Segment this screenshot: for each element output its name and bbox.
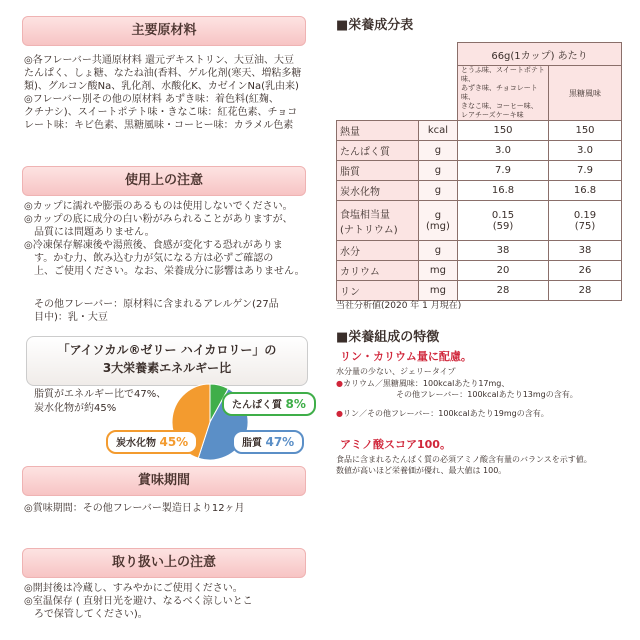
nutrient-name-text: リン — [340, 287, 360, 298]
feature2-line1: 食品に含まれるたんぱく質の必須アミノ酸含有量のバランスを示す値。 — [336, 455, 592, 464]
nutrient-unit — [418, 121, 457, 141]
flavor-col2-header: 黒糖風味 — [549, 66, 622, 121]
features-title: ■栄養組成の特徴 — [336, 330, 440, 345]
nutrient-value-kokuto — [549, 201, 622, 241]
nutrient-name — [337, 121, 419, 141]
nutrient-value-kokuto — [549, 281, 622, 301]
nutrient-value-kokuto-text: 28 — [578, 285, 592, 296]
nutrient-unit — [418, 201, 457, 241]
handling-notes — [24, 582, 308, 621]
nutrient-unit — [418, 161, 457, 181]
feature2-title: アミノ酸スコア100。 — [340, 438, 451, 451]
feature1-line1-text: カリウム／黒糖風味：100kcalあたり17mg、 — [342, 379, 510, 388]
materials-flavor-line: クチナシ)、スイートポテト味・きなこ味：紅花色素、チョコ — [24, 107, 298, 118]
nutrition-row — [337, 261, 622, 281]
nutrient-value-standard-text: 150 — [493, 125, 513, 136]
nutrient-value-standard-text: 0.15 — [491, 209, 515, 221]
usage-line: 品質には問題ありません。 — [24, 227, 155, 238]
feature1-line2: その他フレーバー：100kcalあたり13mgの含有。 — [396, 390, 578, 399]
nutrient-unit — [418, 181, 457, 201]
materials-flavor-line: レート味：キビ色素、黒糖風味・コーヒー味：カラメル色素 — [24, 120, 294, 131]
handling-line: ◎開封後は冷蔵し、すみやかにご使用ください。 — [24, 583, 243, 594]
shelf-heading: 賞味期間 — [22, 466, 306, 496]
nutrient-value-standard — [458, 281, 549, 301]
protein-label — [222, 392, 316, 416]
chart-desc-line1: 脂質がエネルギー比で47%、 — [34, 389, 167, 400]
nutrient-value-standard — [458, 181, 549, 201]
feature2-line2: 数値が高いほど栄養価が優れ、最大値は 100。 — [336, 466, 507, 475]
carb-label — [106, 430, 198, 454]
materials-common-line: ◎各フレーバー共通原材料 還元デキストリン、大豆油、大豆 — [24, 55, 295, 66]
usage-heading: 使用上の注意 — [22, 166, 306, 196]
nutrient-value-kokuto-text: 150 — [575, 125, 595, 136]
fat-label-name: 脂質 — [242, 438, 262, 449]
materials-common-line: たんぱく、しょ糖、なたね油(香料、ゲル化剤(寒天、増粘多糖 — [24, 68, 302, 79]
feature1-line3-text: リン／その他フレーバー：100kcalあたり19mgの含有。 — [342, 409, 549, 418]
nutrient-unit-text: g — [434, 165, 442, 176]
nutrient-value-standard-text: 16.8 — [491, 185, 515, 196]
nutrient-value-kokuto-text: 38 — [578, 245, 592, 256]
nutrient-value-standard-text: 38 — [496, 245, 510, 256]
flavor-col1-line: とうふ味、スイートポテト味、 — [461, 66, 545, 83]
flavor-col1-line: きなこ味、コーヒー味、 — [461, 102, 538, 110]
nutrient-value-standard-text: 7.9 — [495, 165, 511, 176]
nutrient-value-standard — [458, 201, 549, 241]
nutrient-unit-text: (mg) — [425, 220, 450, 232]
nutrition-row — [337, 201, 622, 241]
nutrient-unit — [418, 141, 457, 161]
nutrition-row — [337, 241, 622, 261]
nutrient-value-kokuto-text: 3.0 — [577, 145, 593, 156]
nutrient-value-standard — [458, 241, 549, 261]
nutrient-unit-text: mg — [429, 285, 446, 296]
nutrient-value-standard-text: 28 — [496, 285, 510, 296]
nutrient-name-text: 熱量 — [340, 127, 360, 138]
allergen-line: その他フレーバー：原材料に含まれるアレルゲン(27品 — [34, 299, 279, 310]
nutrient-unit-text: g — [434, 209, 442, 221]
materials-flavor-line: ◎フレーバー別その他の原材料 あずき味：着色料(紅麹、 — [24, 94, 279, 105]
handling-line: ろで保管してください)。 — [24, 609, 148, 620]
usage-line: 上、ご使用ください。なお、栄養成分に影響はありません。 — [24, 266, 305, 277]
allergen-note — [34, 298, 318, 324]
nutrient-value-standard-text: 3.0 — [495, 145, 511, 156]
allergen-line: 目中)：乳・大豆 — [34, 312, 108, 323]
usage-notes — [24, 200, 308, 278]
chart-title-line2: 3大栄養素エネルギー比 — [102, 361, 232, 375]
nutrient-name-text: カリウム — [340, 267, 380, 278]
nutrient-name — [337, 141, 419, 161]
nutrient-name — [337, 181, 419, 201]
nutrient-name-text: 食塩相当量 — [340, 209, 390, 221]
nutrient-name-text: 水分 — [340, 247, 360, 258]
nutrient-value-standard-text: (59) — [492, 220, 514, 232]
red-dot-icon: ● — [336, 379, 343, 388]
chart-title-line1: 「アイソカル®ゼリー ハイカロリー」の — [57, 343, 277, 357]
chart-description — [34, 388, 166, 416]
nutrition-row — [337, 121, 622, 141]
nutrient-unit-text: mg — [429, 265, 446, 276]
nutrient-unit-text: g — [434, 185, 442, 196]
nutrient-name-text: 脂質 — [340, 167, 360, 178]
nutrient-value-kokuto-text: 26 — [578, 265, 592, 276]
nutrient-name-text: 炭水化物 — [340, 187, 380, 198]
nutrient-name — [337, 261, 419, 281]
feature1-title: リン・カリウム量に配慮。 — [340, 350, 472, 363]
nutrition-title: ■栄養成分表 — [336, 18, 414, 33]
nutrition-row — [337, 161, 622, 181]
usage-line: ◎カップに濡れや膨張のあるものは使用しないでください。 — [24, 201, 293, 212]
nutrient-value-standard — [458, 261, 549, 281]
nutrient-name — [337, 241, 419, 261]
nutrient-name-text: (ナトリウム) — [340, 224, 398, 236]
nutrient-value-standard — [458, 161, 549, 181]
protein-label-value: 8% — [285, 397, 306, 411]
nutrient-name — [337, 161, 419, 181]
shelf-text: ◎賞味期間：その他フレーバー製造日より12ヶ月 — [24, 503, 245, 514]
nutrient-value-kokuto — [549, 161, 622, 181]
materials-common — [24, 54, 308, 132]
nutrient-value-standard-text: 20 — [496, 265, 510, 276]
nutrient-value-kokuto — [549, 181, 622, 201]
nutrient-unit-text: kcal — [427, 125, 449, 136]
red-dot-icon: ● — [336, 409, 343, 418]
nutrient-unit — [418, 241, 457, 261]
analysis-note: 当社分析値(2020 年 1 月現在) — [336, 301, 462, 311]
fat-label — [232, 430, 304, 454]
usage-line: す。かむ力、飲み込む力が気になる方は必ずご確認の — [24, 253, 274, 264]
flavor-col1-line: レアチーズケーキ味 — [461, 111, 524, 119]
usage-line: ◎冷凍保存解凍後や湯煎後、食感が変化する恐れがありま — [24, 240, 283, 251]
nutrient-value-standard — [458, 141, 549, 161]
feature1-line3 — [336, 408, 549, 419]
nutrition-row — [337, 181, 622, 201]
handling-line: ◎室温保存 ( 直射日光を避け、なるべく涼しいとこ — [24, 596, 253, 607]
flavor-col1-header — [458, 66, 549, 121]
nutrient-value-standard — [458, 121, 549, 141]
nutrient-unit — [418, 261, 457, 281]
feature1-line1 — [336, 378, 509, 389]
nutrient-name — [337, 201, 419, 241]
fat-label-value: 47% — [265, 435, 295, 449]
nutrient-value-kokuto — [549, 141, 622, 161]
nutrient-value-kokuto-text: 0.19 — [573, 209, 597, 221]
nutrition-row — [337, 141, 622, 161]
carb-label-value: 45% — [159, 435, 189, 449]
nutrient-value-kokuto — [549, 241, 622, 261]
nutrient-value-kokuto-text: 7.9 — [577, 165, 593, 176]
chart-title-box — [26, 336, 308, 386]
feature1-sub: 水分量の少ない、ジェリータイプ — [336, 367, 456, 376]
nutrient-value-kokuto-text: 16.8 — [573, 185, 597, 196]
serving-header: 66g(1カップ) あたり — [458, 43, 622, 66]
handling-heading: 取り扱い上の注意 — [22, 548, 306, 578]
materials-common-line: 類)、グルコン酸Na、乳化剤、水酸化K、カゼインNa(乳由来) — [24, 81, 299, 92]
nutrient-value-kokuto — [549, 121, 622, 141]
nutrient-name-text: たんぱく質 — [340, 147, 390, 158]
nutrient-value-kokuto — [549, 261, 622, 281]
materials-heading: 主要原材料 — [22, 16, 306, 46]
nutrient-unit-text: g — [434, 245, 442, 256]
nutrient-unit-text: g — [434, 145, 442, 156]
usage-line: ◎カップの底に成分の白い粉がみられることがありますが、 — [24, 214, 293, 225]
chart-desc-line2: 炭水化物が約45% — [34, 403, 117, 414]
carb-label-name: 炭水化物 — [116, 438, 156, 449]
flavor-col1-line: あずき味、チョコレート味、 — [461, 84, 538, 101]
protein-label-name: たんぱく質 — [232, 400, 282, 411]
table-corner — [337, 43, 458, 121]
nutrition-table — [336, 42, 622, 301]
nutrient-value-kokuto-text: (75) — [574, 220, 596, 232]
